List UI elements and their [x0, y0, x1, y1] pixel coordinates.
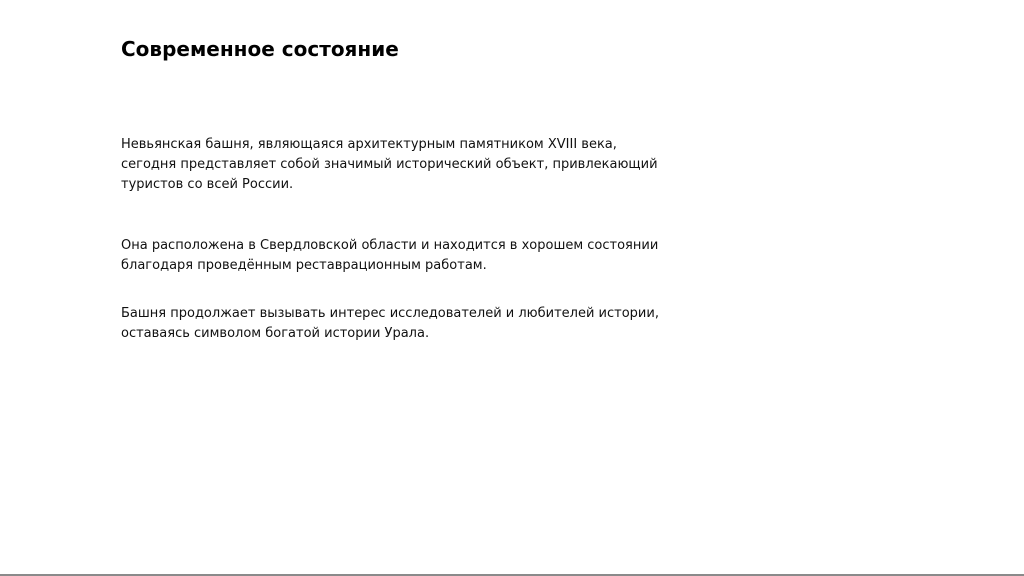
paragraph-interest: Башня продолжает вызывать интерес исследователей и любителей истории, оставаясь символом богатой истории Урала. — [121, 306, 659, 341]
slide-title: Современное состояние — [121, 37, 399, 61]
paragraph-history: Невьянская башня, являющаяся архитектурным памятником XVIII века, сегодня представляет собой значимый исторический объект, привлекающий туристов со всей России. — [121, 137, 658, 192]
paragraph-location: Она расположена в Свердловской области и находится в хорошем состоянии благодаря проведённым реставрационным работам. — [121, 238, 659, 273]
